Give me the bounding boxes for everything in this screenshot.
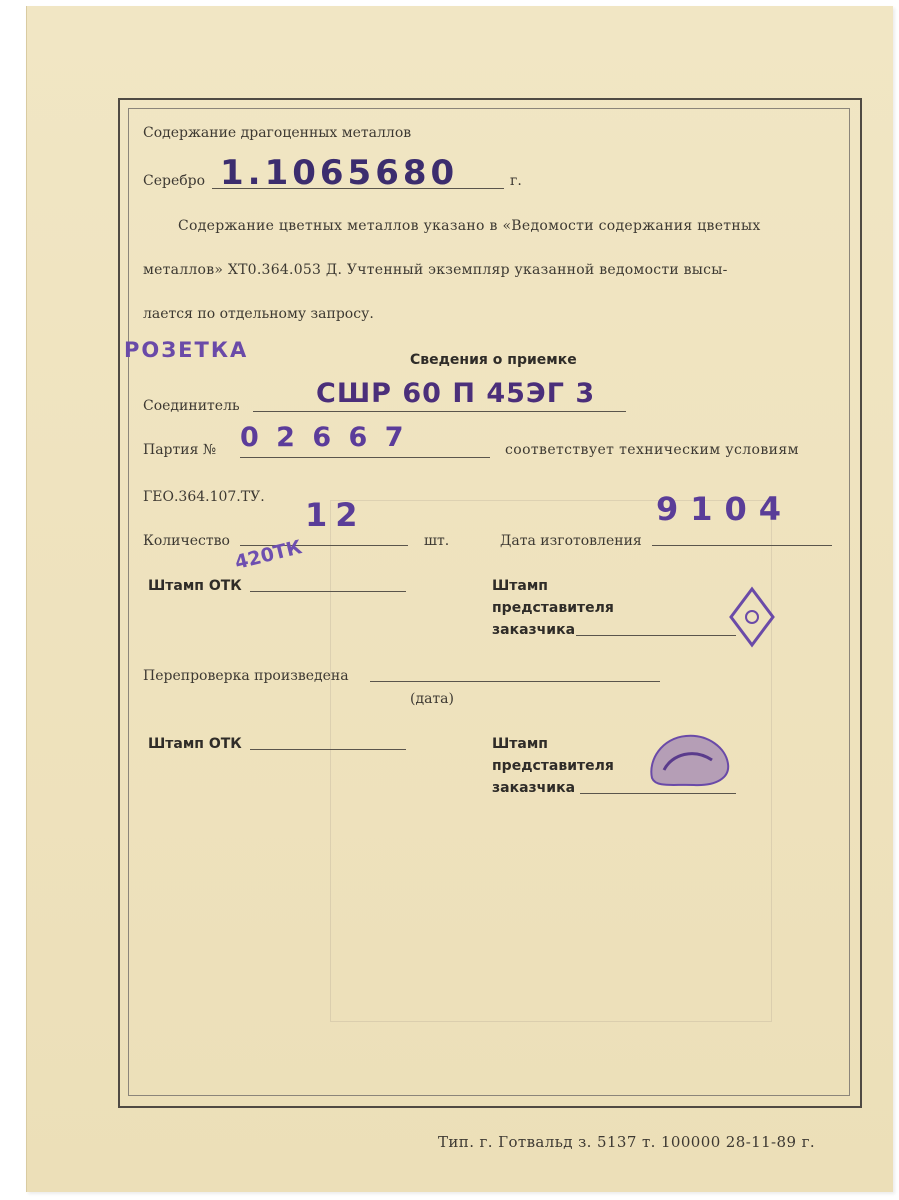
spec-code: ГЕО.364.107.ТУ.	[143, 489, 265, 505]
connector-underline	[253, 411, 626, 412]
manufacture-date-value: 9104	[656, 490, 794, 528]
quantity-label: Количество	[143, 533, 230, 549]
otk-stamp-underline-2	[250, 749, 406, 750]
silver-value: 1.1065680	[220, 153, 459, 193]
customer-rep-stamp-1-line-1: Штамп	[492, 578, 548, 594]
customer-rep-underline-1	[576, 635, 736, 636]
silver-label: Серебро	[143, 173, 206, 189]
batch-underline	[240, 457, 490, 458]
customer-rep-stamp-2-line-2: представителя	[492, 758, 614, 774]
customer-rep-ink-stamp	[642, 730, 734, 790]
recheck-date-caption: (дата)	[410, 691, 454, 707]
paragraph-line-1: Содержание цветных металлов указано в «Ведомости содержания цветных	[178, 218, 761, 234]
connector-label: Соединитель	[143, 398, 240, 414]
diamond-inspection-stamp	[728, 586, 776, 648]
customer-rep-underline-2	[580, 793, 736, 794]
customer-rep-stamp-1-line-2: представителя	[492, 600, 614, 616]
paragraph-line-2: металлов» ХТ0.364.053 Д. Учтенный экземпляр указанной ведомости высы-	[143, 262, 728, 278]
otk-stamp-label-2: Штамп ОТК	[148, 736, 242, 752]
manufacture-date-underline	[652, 545, 832, 546]
rozetka-stamp: РОЗЕТКА	[124, 338, 249, 362]
compliance-text: соответствует техническим условиям	[505, 442, 799, 458]
customer-rep-stamp-2-line-1: Штамп	[492, 736, 548, 752]
silver-unit: г.	[510, 173, 522, 189]
customer-rep-stamp-1-line-3: заказчика	[492, 622, 576, 638]
customer-rep-stamp-2-line-3: заказчика	[492, 780, 576, 796]
print-info-footer: Тип. г. Готвальд з. 5137 т. 100000 28-11-89 г.	[438, 1133, 815, 1151]
quantity-value: 12	[305, 496, 366, 534]
batch-value: 0 2 6 6 7	[240, 422, 408, 453]
connector-value: СШР 60 П 45ЭГ 3	[316, 378, 596, 409]
manufacture-date-label: Дата изготовления	[500, 533, 642, 549]
otk-stamp-mark: 420ТК	[232, 536, 305, 574]
otk-stamp-label-1: Штамп ОТК	[148, 578, 242, 594]
recheck-underline	[370, 681, 660, 682]
acceptance-title: Сведения о приемке	[410, 352, 577, 368]
paragraph-line-3: лается по отдельному запросу.	[143, 306, 374, 322]
quantity-unit: шт.	[424, 533, 450, 549]
recheck-label: Перепроверка произведена	[143, 668, 349, 684]
precious-metals-heading: Содержание драгоценных металлов	[143, 125, 412, 141]
otk-stamp-underline-1	[250, 591, 406, 592]
batch-label: Партия №	[143, 442, 217, 458]
